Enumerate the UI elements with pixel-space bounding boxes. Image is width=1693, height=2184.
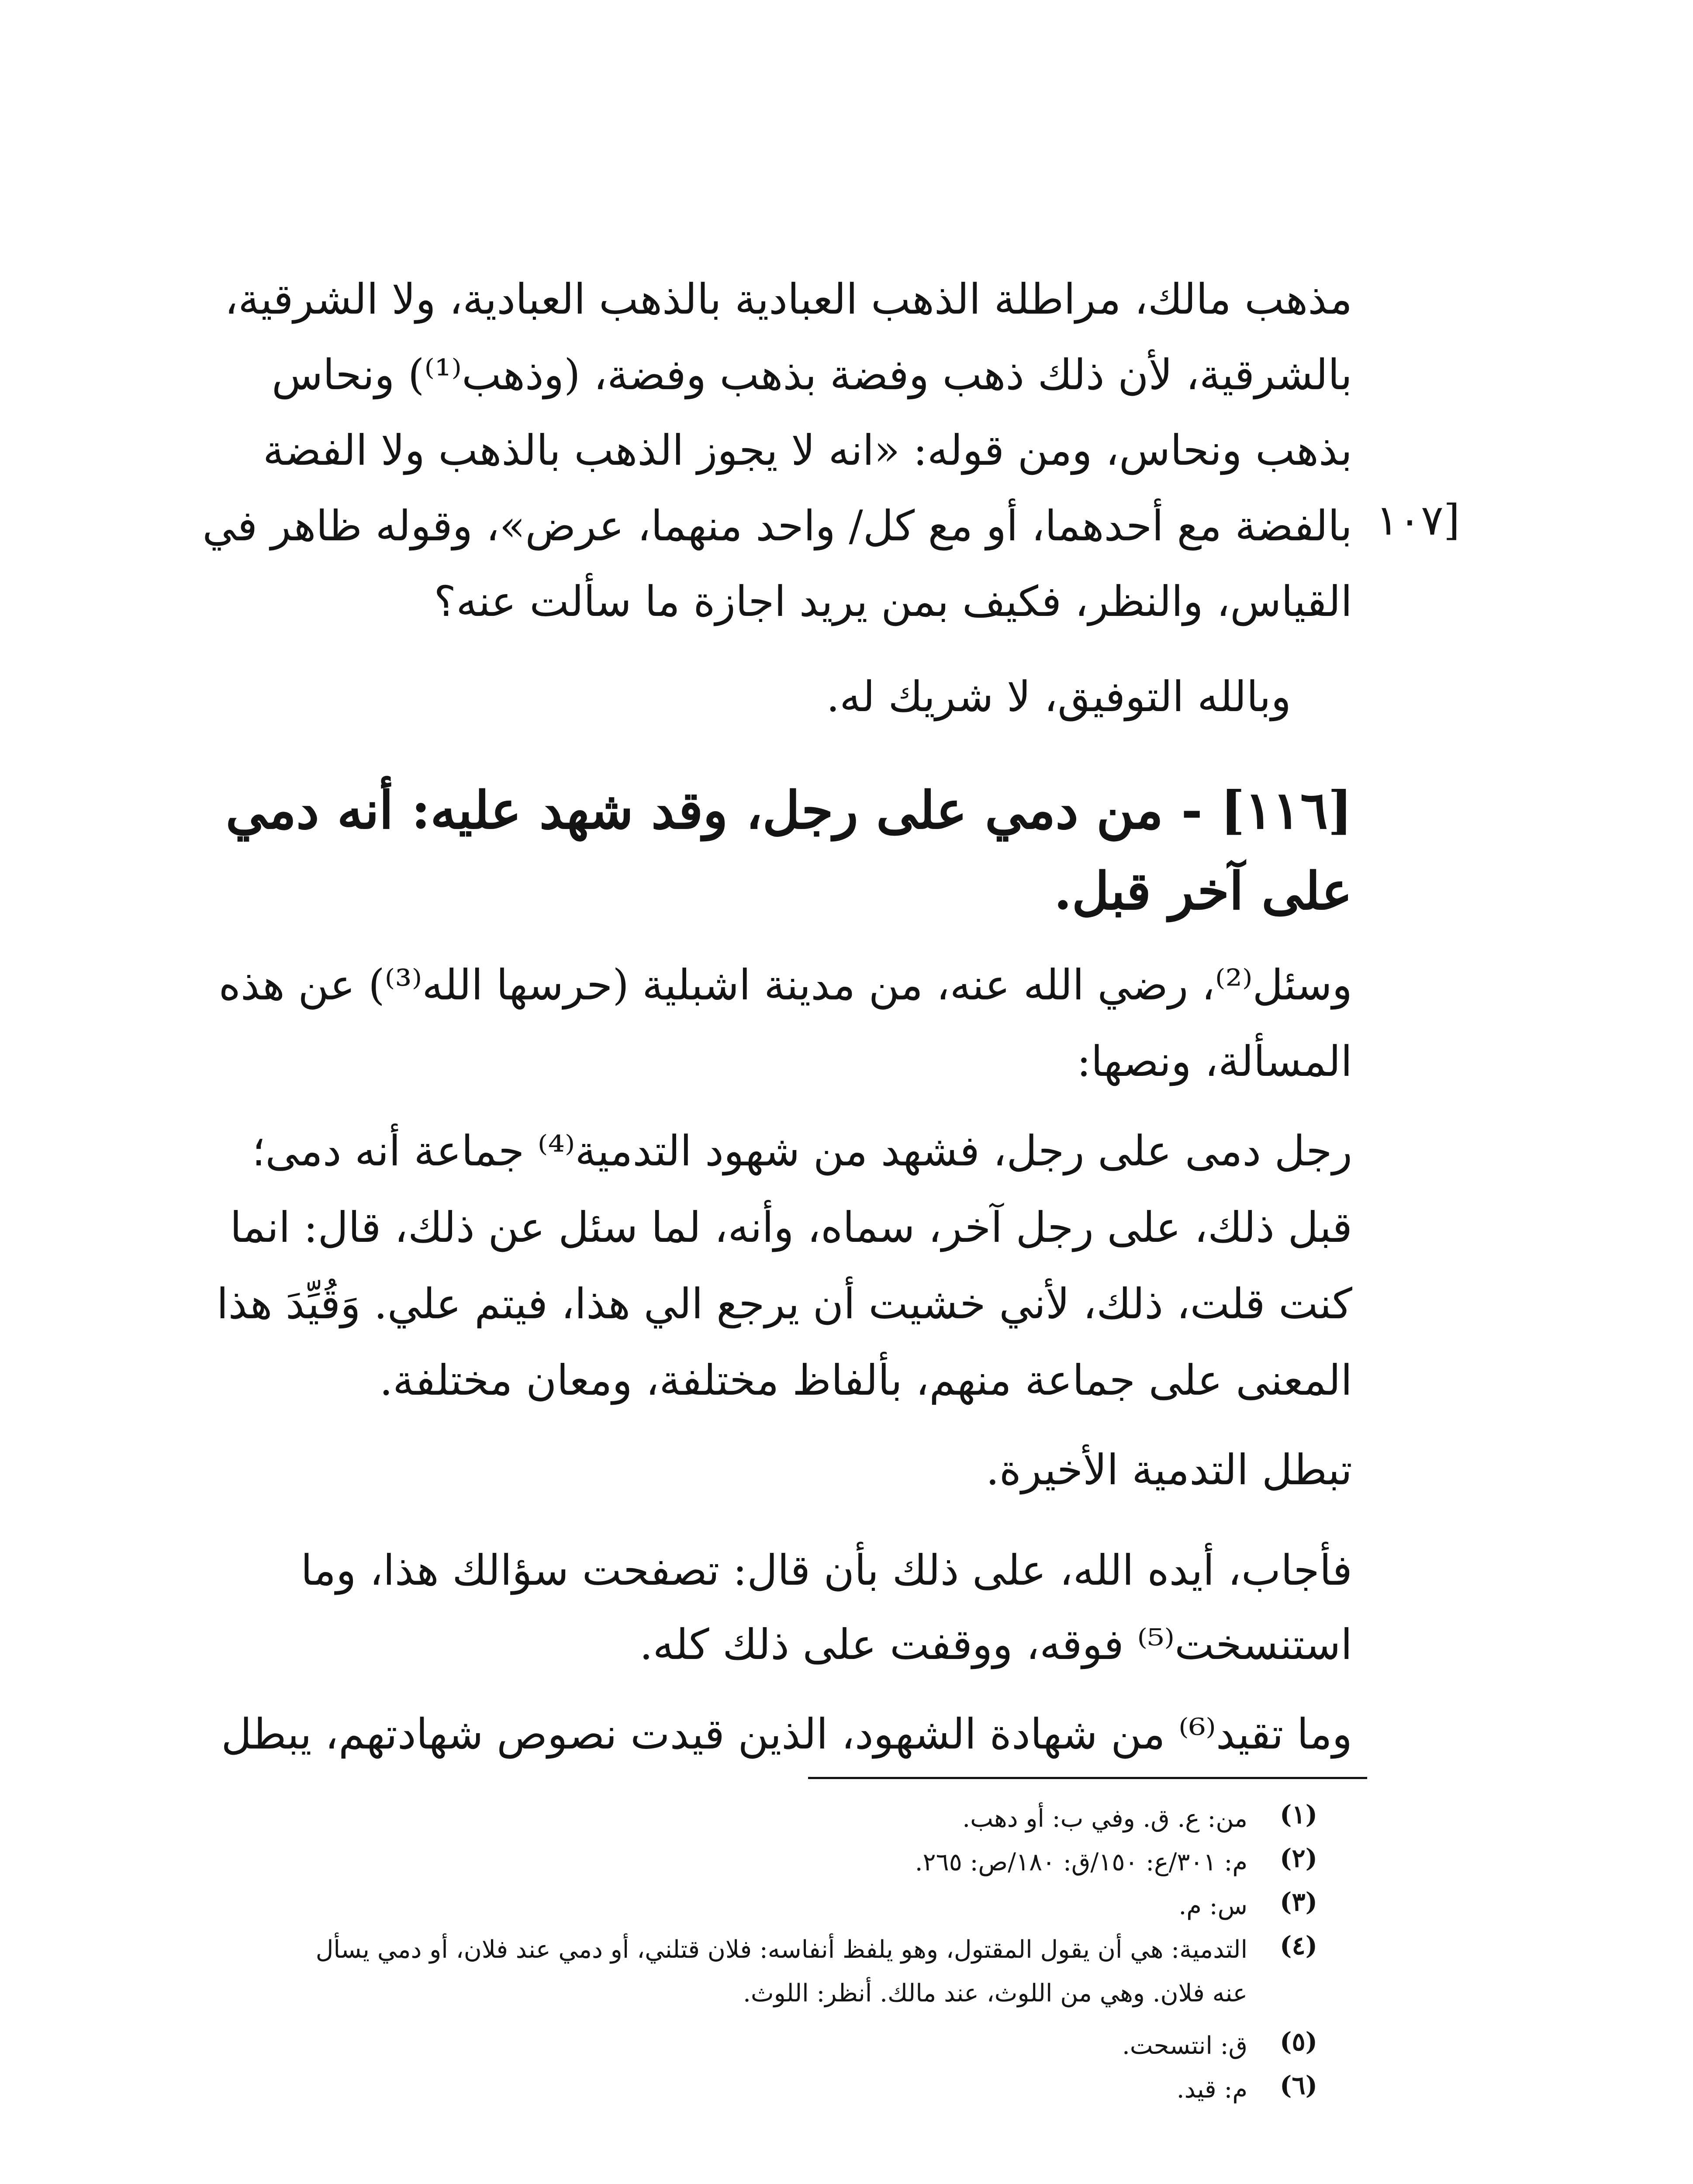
manuscript-folio-marker: [١٠٧	[1376, 496, 1460, 545]
text-line: القياس، والنظر، فكيف بمن يريد اجازة ما سألت عنه؟	[434, 577, 1352, 626]
text-line: كنت قلت، ذلك، لأني خشيت أن يرجع الي هذا، فيتم علي. وَقُيِّدَ هذا	[216, 1279, 1352, 1328]
footnote-separator	[808, 1777, 1367, 1779]
footnote-text: م: ٣٠١/ع: ١٥٠/ق: ١٨٠/ص: ٢٦٥.	[915, 1848, 1247, 1876]
footnotes	[0, 1800, 1693, 2105]
footnote-number: (٤)	[1280, 1931, 1318, 1960]
question-intro	[173, 952, 1352, 1096]
footnote-number: (٦)	[1280, 2070, 1318, 2100]
footnote-text: من: ع. ق. وفي ب: أو دهب.	[962, 1804, 1247, 1833]
text-line: وما تقيد⁽⁶⁾ من شهادة الشهود، الذين قيدت نصوص شهادتهم، يبطل	[221, 1710, 1352, 1759]
heading-line: [١١٦] - من دمي على رجل، وقد شهد عليه: أنه دمي	[225, 780, 1352, 840]
question-end	[173, 1437, 1352, 1503]
footnote-text: س: م.	[1178, 1892, 1247, 1920]
text-line: فأجاب، أيده الله، على ذلك بأن قال: تصفحت سؤالك هذا، وما	[301, 1546, 1352, 1595]
text-line: المعنى على جماعة منهم، بألفاظ مختلفة، ومعان مختلفة.	[379, 1356, 1352, 1405]
footnote-number: (٢)	[1280, 1843, 1318, 1873]
text-line: مذهب مالك، مراطلة الذهب العبادية بالذهب العبادية، ولا الشرقية،	[225, 275, 1352, 324]
footnote-text: عنه فلان. وهي من اللوث، عند مالك. أنظر: اللوث.	[743, 1979, 1247, 2008]
footnote-number: (١)	[1280, 1800, 1318, 1829]
footnote-text: التدمية: هي أن يقول المقتول، وهو يلفظ أنفاسه: فلان قتلني، أو دمي عند فلان، أو دمي يسأل	[315, 1935, 1247, 1964]
text-line: استنسخت⁽⁵⁾ فوقه، ووقفت على ذلك كله.	[639, 1620, 1352, 1669]
heading-line: على آخر قبل.	[1054, 860, 1352, 921]
text-line: رجل دمى على رجل، فشهد من شهود التدمية⁽⁴⁾ جماعة أنه دمى؛	[252, 1127, 1352, 1175]
answer-paragraph	[173, 1538, 1352, 1682]
text-line: وبالله التوفيق، لا شريك له.	[826, 672, 1291, 721]
text-line: بالفضة مع أحدهما، أو مع كل/ واحد منهما، عرض»، وقوله ظاهر في	[202, 501, 1352, 550]
last-line	[173, 1701, 1352, 1767]
text-line: وسئل⁽²⁾، رضي الله عنه، من مدينة اشبلية (حرسها الله⁽³⁾) عن هذه	[218, 961, 1352, 1009]
question-body	[173, 1118, 1352, 1433]
text-line: تبطل التدمية الأخيرة.	[986, 1445, 1352, 1494]
section-heading	[151, 773, 1352, 930]
intro-paragraph	[173, 266, 1352, 626]
text-line: قبل ذلك، على رجل آخر، سماه، وأنه، لما سئل عن ذلك، قال: انما	[230, 1203, 1352, 1252]
text-line: بالشرقية، لأن ذلك ذهب وفضة بذهب وفضة، (وذهب⁽¹⁾) ونحاس	[271, 350, 1352, 399]
footnote-number: (٥)	[1280, 2027, 1318, 2056]
footnote-text: م: قيد.	[1176, 2075, 1247, 2104]
closing-formula	[199, 664, 1291, 729]
footnote-number: (٣)	[1280, 1887, 1318, 1917]
text-line: المسألة، ونصها:	[1077, 1037, 1352, 1086]
footnote-text: ق: انتسحت.	[1122, 2032, 1247, 2060]
text-line: بذهب ونحاس، ومن قوله: «انه لا يجوز الذهب بالذهب ولا الفضة	[263, 426, 1352, 475]
